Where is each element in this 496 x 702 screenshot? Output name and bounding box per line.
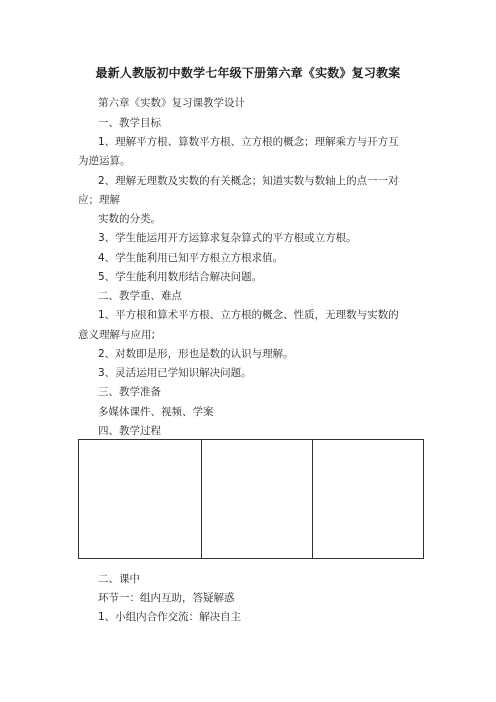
section-heading-key-points: 二、教学重、难点 xyxy=(98,290,182,302)
objective-2-line-3: 实数的分类。 xyxy=(98,213,161,225)
process-table xyxy=(78,439,424,559)
objective-2-line-2: 应；理解 xyxy=(78,194,120,206)
key-point-1-line-2: 意义理解与应用; xyxy=(78,329,156,341)
document-title: 最新人教版初中数学七年级下册第六章《实数》复习教案 xyxy=(95,66,401,80)
key-point-1-line-1: 1、平方根和算术平方根、立方根的概念、性质，无理数与实数的 xyxy=(98,309,399,321)
objective-5: 5、学生能利用数形结合解决问题。 xyxy=(98,271,263,283)
section-heading-objectives: 一、教学目标 xyxy=(98,117,161,129)
subtitle-line: 第六章《实数》复习课教学设计 xyxy=(98,97,245,109)
step-1-heading: 环节一：组内互助，答疑解惑 xyxy=(98,592,235,604)
section-heading-in-class: 二、课中 xyxy=(98,573,140,585)
table-cell xyxy=(202,440,313,559)
table-cell xyxy=(79,440,202,559)
objective-1-line-1: 1、理解平方根、算数平方根、立方根的概念；理解乘方与开方互 xyxy=(98,136,399,148)
table-row xyxy=(79,440,424,559)
key-point-3: 3、灵活运用已学知识解决问题。 xyxy=(98,367,252,379)
table-cell xyxy=(313,440,424,559)
section-heading-preparation: 三、教学准备 xyxy=(98,386,161,398)
key-point-2: 2、对数即是形，形也是数的认识与理解。 xyxy=(98,348,294,360)
preparation-materials: 多媒体课件、视频、学案 xyxy=(98,406,214,418)
objective-1-line-2: 为逆运算。 xyxy=(78,155,131,167)
objective-2-line-1: 2、理解无理数及实数的有关概念；知道实数与数轴上的点一一对 xyxy=(98,175,399,187)
section-heading-process: 四、教学过程 xyxy=(98,425,161,437)
step-1-item-1: 1、小组内合作交流：解决自主 xyxy=(98,611,242,623)
objective-4: 4、学生能利用已知平方根立方根求值。 xyxy=(98,252,284,264)
objective-3: 3、学生能运用开方运算求复杂算式的平方根或立方根。 xyxy=(98,232,357,244)
